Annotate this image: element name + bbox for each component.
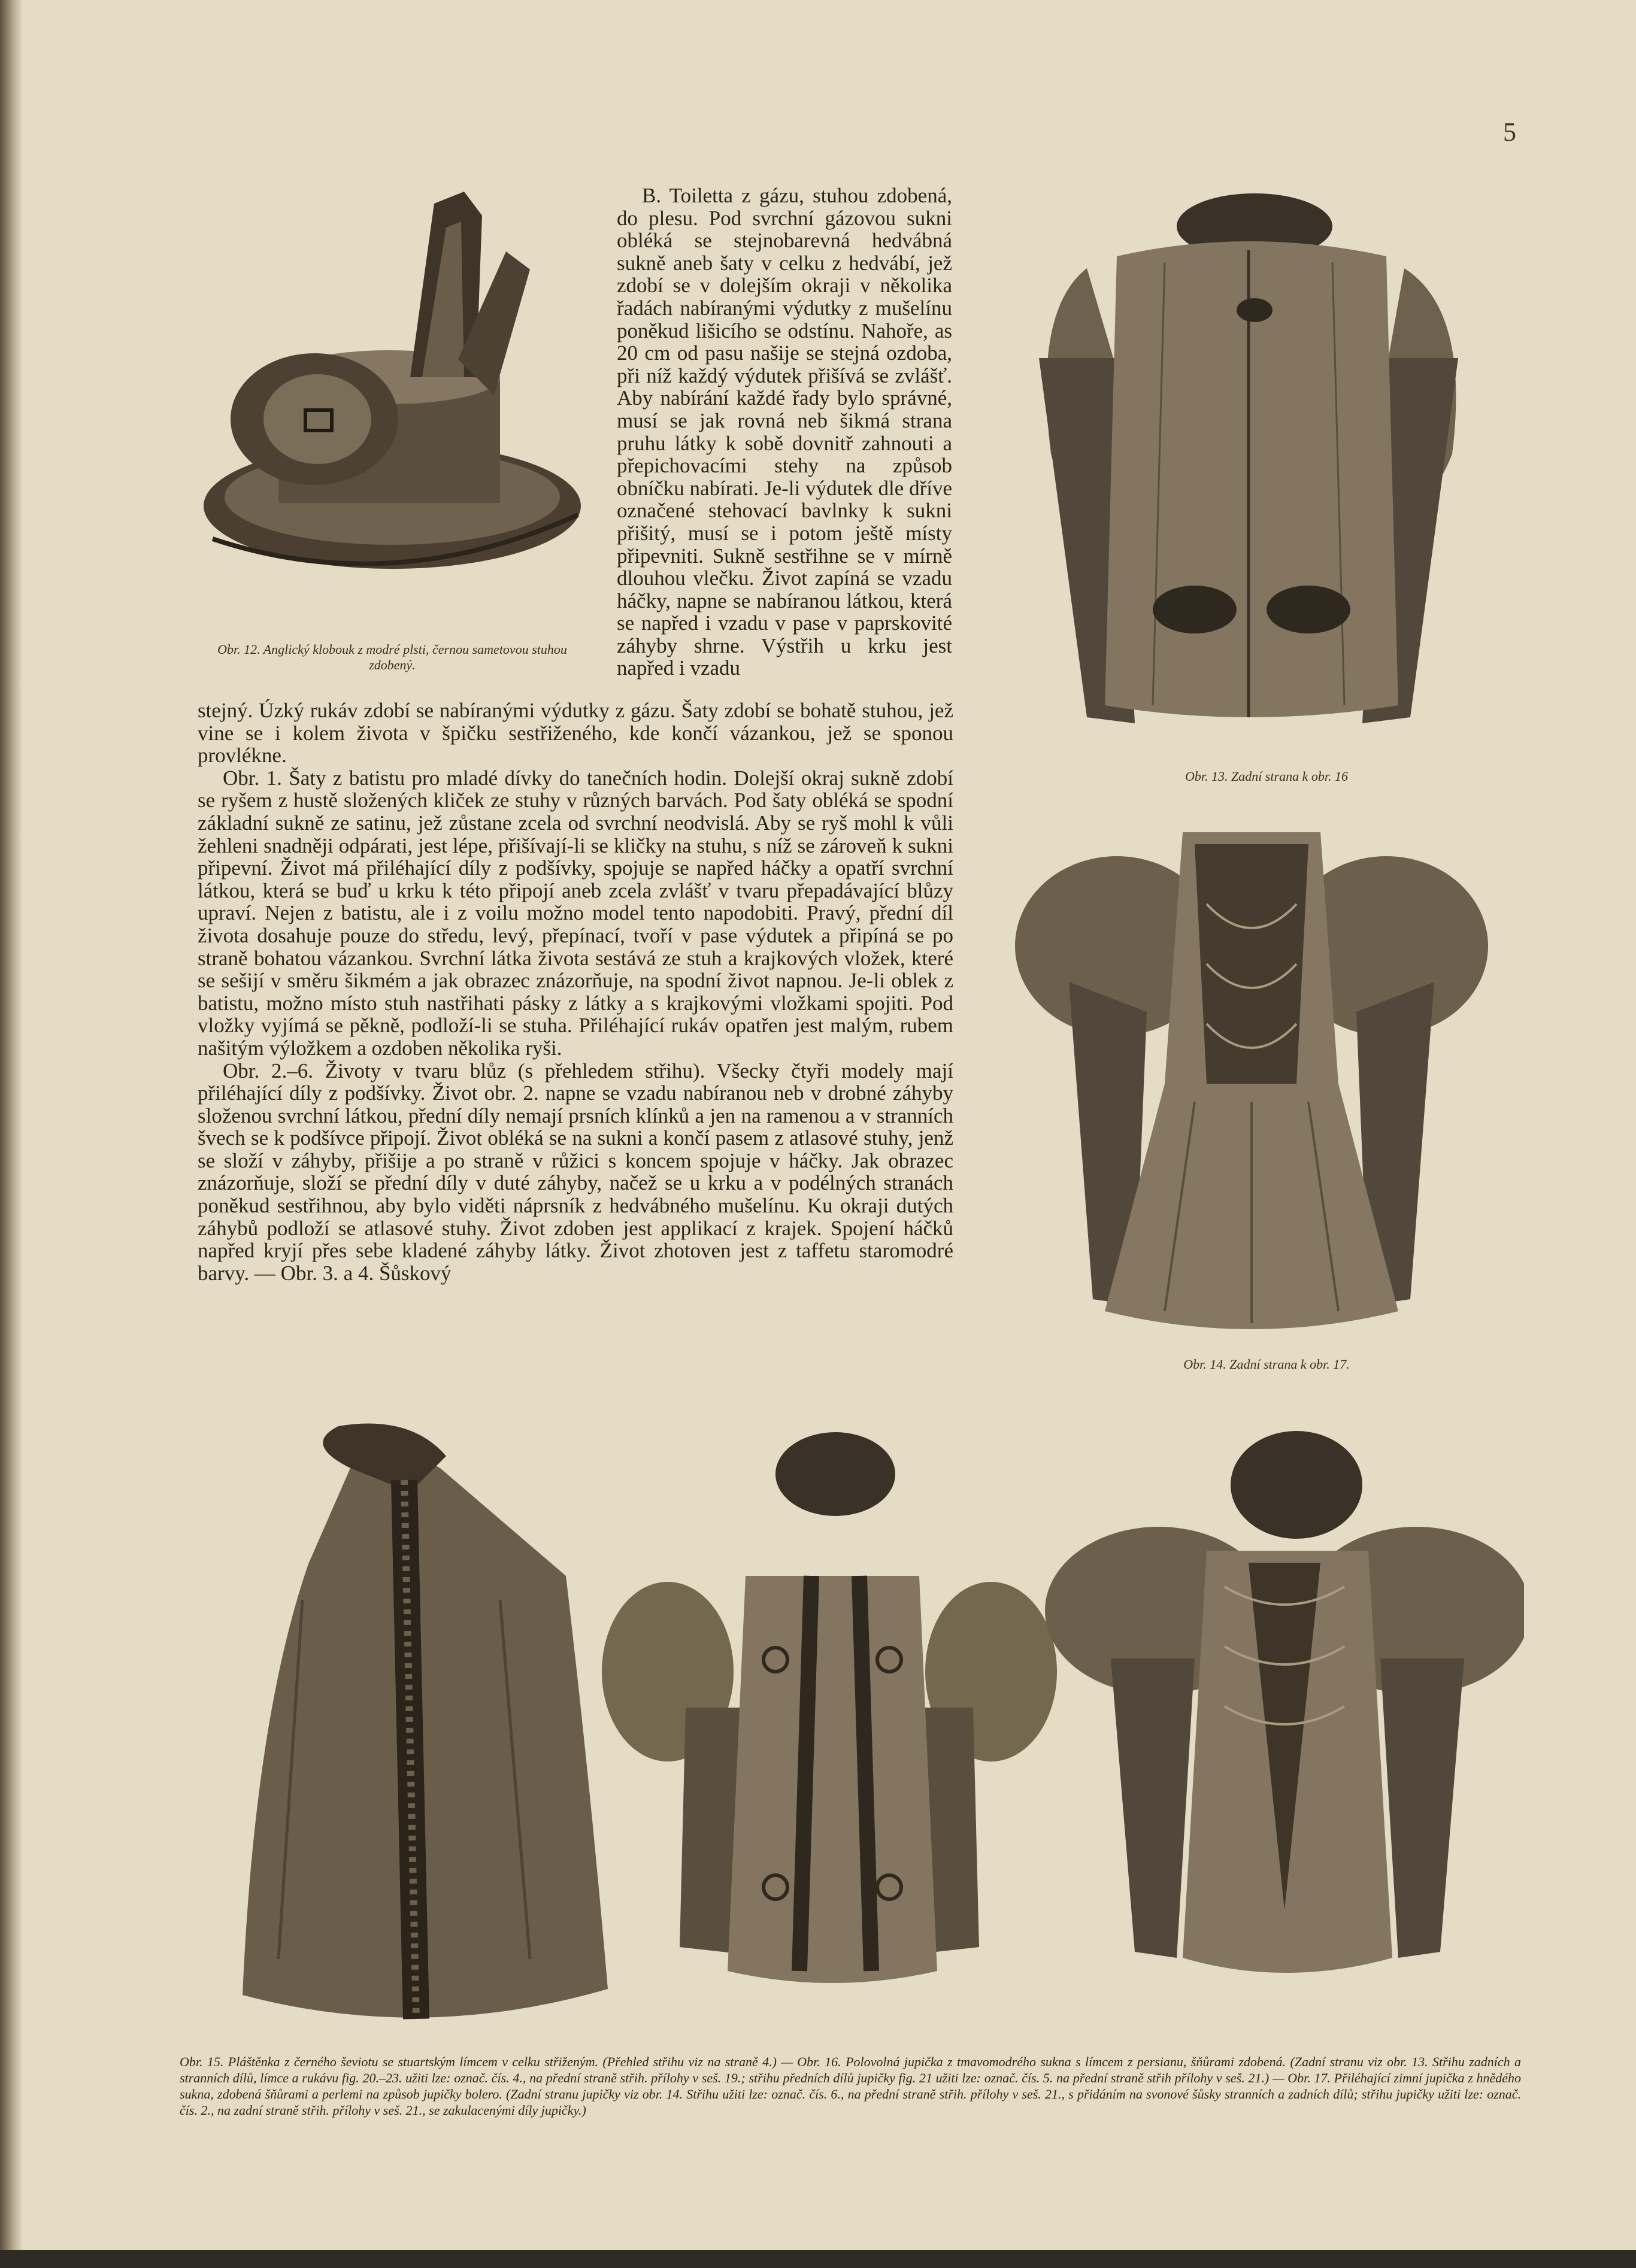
article-paragraph-2: Obr. 1. Šaty z batistu pro mladé dívky do tanečních hodin. Dolejší okraj sukně zdobí se ryšem z hustě složených kliček ze stuhy v různých barvách. Pod šaty obléká se spodní základní sukně ze satinu, jež zůstane zcela od svrchní neodvislá. Aby se ryš mohl k vůli žehleni snadněji odpárati, jest lépe, přišívají-li se kličky na stuhu, s níž se zároveň k sukni připevní. Život má přiléhající díly z podšívky, spojuje se napřed háčky a opatří svrchní látkou, která se buď u krku k této připojí aneb zcela zvlášť v tvaru přepadávající blůzy upraví. Nejen z batistu, ale i z voilu možno model tento napodobiti. Pravý, přední díl života dosahuje pouze do středu, levý, přepínací, tvoří v pase výdutek a připíná se po straně bohatou vázankou. Svrchní látka života sestává ze stuh a krajkových vložek, které se sešijí v směru šikmém a jak obrazec znázorňuje, na spodní život napnou. Je-li oblek z batistu, možno místo stuh nastřihati pásky z látky a s krajkovými vložkami spojiti. Pod vložky vyjímá se pěkně, podloží-li se stuha. Přiléhající rukáv opatřen jest malým, rubem našitým výložkem a ozdoben několika ryši. xyxy=(198,766,953,1060)
article-paragraph-3: Obr. 2.–6. Životy v tvaru blůz (s přehledem střihu). Všecky čtyři modely mají přiléhající díly z podšívky. Život obr. 2. napne se vzadu nabíranou neb v drobné záhyby složenou svrchní látkou, přední díly nemají prsních klínků a jen na ramenou a v stranních švech se k podšívce připojí. Život obléká se na sukni a končí pasem z atlasové stuhy, jenž se složí v záhyby, přišije a po straně v růžici s koncem spojuje v háčky. Jak obrazec znázorňuje, složí se přední díly v duté záhyby, načež se u krku a v podélných stranách poněkud sestřihnou, aby bylo viděti náprsník z hedvábného mušelínu. Ku okraji dutých záhybů podloží se atlasové stuhy. Život zdoben jest applikací z krajek. Spojení háčků napřed kryjí přes sebe kladené záhyby látky. Život zhotoven jest z taffetu staromodré barvy. — Obr. 3. a 4. Šůskový xyxy=(198,1059,953,1285)
bodice-back-illustration-14 xyxy=(1015,832,1488,1353)
page-bottom-edge xyxy=(0,2250,1636,2268)
article-paragraph-toiletta: B. Toiletta z gázu, stuhou zdobená, do plesu. Pod svrchní gázovou sukni obléká se stejnobarevná hedvábná sukně aneb šaty v celku z hedvábí, jež zdobí se v dolejším okraji v několika řadách nabíranými výdutky z mušelínu poněkud lišicího se odstínu. Nahoře, as 20 cm od pasu našije se stejná ozdoba, při níž každý výdutek přišívá se zvlášť. Aby nabírání každé řady bylo správné, musí se jak rovná neb šikmá strana pruhu látky k sobě dovnitř zahnouti a přepichovacími stehy na způsob obníčku nabírati. Je-li výdutek dle dříve označené stehovací bavlnky k sukni přišitý, musí se i potom ještě místy připevniti. Sukně sestřihne se v mírně dlouhou vlečku. Život zapíná se vzadu háčky, napne se nabíranou látkou, která se napřed i vzadu v pase v paprskovité záhyby shrne. Výstřih u krku jest napřed i vzadu xyxy=(617,184,952,680)
jacket-back-illustration-13 xyxy=(1015,190,1476,771)
figure-13-caption: Obr. 13. Zadní strana k obr. 16 xyxy=(1185,769,1348,784)
jacket-front-illustration-16 xyxy=(596,1420,1060,1995)
page-number: 5 xyxy=(1503,117,1516,147)
figure-12-caption: Obr. 12. Anglický klobouk z modré plsti, černou sametovou stuhou zdobený. xyxy=(217,642,567,672)
jacket-front-illustration-17 xyxy=(1045,1431,1524,1988)
figures-15-17-caption: Obr. 15. Pláštěnka z černého ševiotu se stuartským límcem v celku střiženým. (Přehled střihu viz na straně 4.) — Obr. 16. Polovolná jupička z tmavomodrého sukna s límcem z persianu, šňůrami zdobená. (Zadní stranu viz obr. 13. Střihu zadních a stranních dílů, límce a rukávu fig. 20.–23. užiti lze: označ. čís. 4., na přední straně střih. přílohy v seš. 19.; střihu předních dílů jupičky fig. 21 užiti lze: označ. čís. 5. na přední straně střih přílohy v seš. 21.) — Obr. 17. Přiléhající zimní jupička z hnědého sukna, zdobená šňůrami a perlemi na způsob jupičky bolero. (Zadní stranu jupičky viz obr. 14. Střihu užiti lze: označ. čís. 6., na přední straně střih. přílohy v seš. 21., s přidáním na svonové šůsky stranních a zadních dílů; střihu jupičky užiti lze: označ. čís. 2., na zadní straně střih. přílohy v seš. 21., se zakulacenými díly jupičky.) xyxy=(180,2054,1521,2118)
article-text-main xyxy=(198,699,953,1284)
page-gutter xyxy=(0,0,23,2268)
cape-illustration-15 xyxy=(231,1420,614,2043)
hat-illustration xyxy=(195,180,590,611)
figure-14-caption: Obr. 14. Zadní strana k obr. 17. xyxy=(1183,1357,1350,1372)
article-paragraph-1: stejný. Úzký rukáv zdobí se nabíranými výdutky z gázu. Šaty zdobí se bohatě stuhou, jež vine se i kolem života v špičku sestřiženého, kde končí vázankou, jež se sponou provlékne. xyxy=(198,699,953,768)
article-text-column-top xyxy=(617,184,952,680)
